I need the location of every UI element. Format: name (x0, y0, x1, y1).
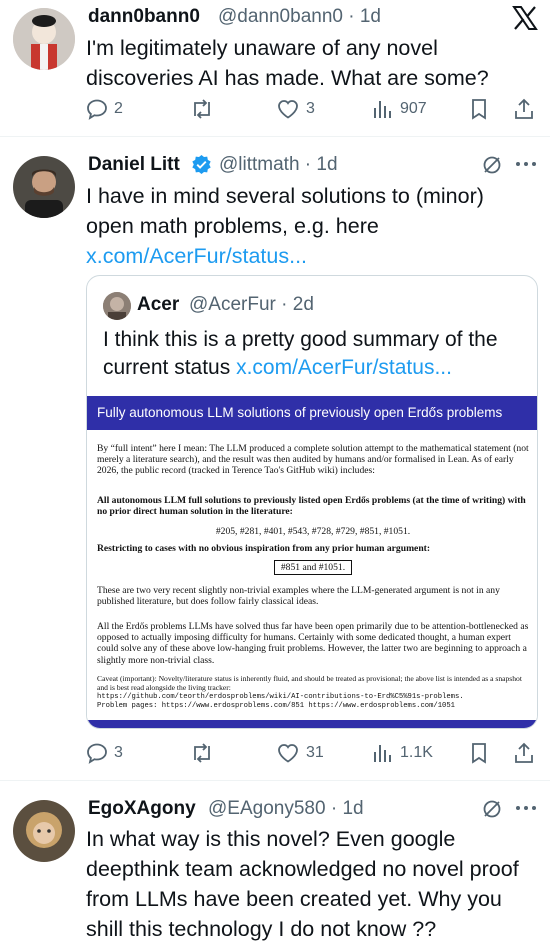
quote-author-handle[interactable]: @AcerFur · 2d (189, 294, 314, 315)
like-button[interactable] (276, 98, 315, 120)
more-icon[interactable] (515, 804, 537, 812)
quote-text (103, 326, 528, 382)
quote-image[interactable] (87, 396, 537, 728)
reply-count: 3 (114, 744, 123, 761)
slide-para-1: By “full intent” here I mean: The LLM produced a complete solution attempt to the mathematical statement (not merely a literature search), and the result was then audited by humans and/or formalised in Lean. As of early 2026, the public record (tracked in Terence Tao's GitHub wiki) includes: (97, 443, 529, 477)
reply-count: 2 (114, 100, 123, 117)
author-handle[interactable]: @EAgony580 · 1d (208, 798, 364, 819)
quote-avatar[interactable] (103, 292, 131, 320)
views-icon (372, 98, 394, 120)
bookmark-icon[interactable] (469, 742, 489, 764)
author-name[interactable]: Daniel Litt (88, 154, 180, 175)
tweet-text-content: I have in mind several solutions to (minor) open math problems, e.g. here (86, 184, 484, 238)
quote-link[interactable]: x.com/AcerFur/status... (236, 356, 452, 379)
timestamp[interactable]: 1d (342, 798, 364, 819)
tweet-text (86, 181, 526, 271)
slide-heading-1: All autonomous LLM full solutions to previously listed open Erdős problems (at the time of writing) with no prior direct human solution in the literature: (97, 495, 526, 518)
avatar[interactable] (13, 156, 75, 218)
heart-icon (276, 742, 300, 764)
views-button[interactable] (372, 98, 427, 120)
avatar[interactable] (13, 8, 75, 70)
views-icon (372, 742, 394, 764)
quote-text-content: I think this is a pretty good summary of the current status (103, 328, 498, 379)
reply-icon (86, 742, 108, 764)
grok-icon[interactable] (482, 799, 502, 819)
tweet-text: I'm legitimately unaware of any novel discoveries AI has made. What are some? (86, 36, 489, 90)
slide-url-2: Problem pages: https://www.erdosproblems.com/851 https://www.erdosproblems.com/1051 (97, 702, 455, 710)
tweet-text: In what way is this novel? Even google deepthink team acknowledged no novel proof from LLMs have been created yet. Why you shill this technology I do not know ?? (86, 827, 519, 941)
reply-button[interactable] (86, 742, 123, 764)
slide-para-2: These are two very recent slightly non-trivial examples where the LLM-generated argument is not in any published literature, but does follow fairly classical ideas. (97, 585, 500, 608)
quote-timestamp[interactable]: 2d (292, 294, 314, 315)
repost-button[interactable] (190, 742, 214, 764)
slide-url-1: https://github.com/teorth/erdosproblems/wiki/AI-contributions-to-Erd%C5%91s-problems. (97, 693, 464, 701)
reply-button[interactable] (86, 98, 123, 120)
avatar[interactable] (13, 800, 75, 862)
slide-list-2: #851 and #1051. (274, 560, 352, 575)
author-handle[interactable]: @littmath · 1d (219, 154, 338, 175)
views-count: 907 (400, 100, 427, 117)
divider (0, 780, 550, 781)
handle-text[interactable]: @EAgony580 (208, 798, 326, 819)
bookmark-icon[interactable] (469, 98, 489, 120)
verified-badge-icon (191, 154, 212, 175)
slide-caveat: Caveat (important): Novelty/literature status is inherently fluid, and should be treated as provisional; the above list is intended as a snapshot and is best read alongside the living tracker: (97, 674, 522, 692)
x-logo-icon[interactable] (512, 6, 538, 30)
quote-tweet-card[interactable] (86, 275, 538, 729)
repost-button[interactable] (190, 98, 214, 120)
tweet-link[interactable]: x.com/AcerFur/status... (86, 244, 308, 268)
slide-footer-bar (87, 720, 537, 728)
author-name[interactable]: dann0bann0 (88, 6, 200, 27)
slide-list-2-wrap (97, 560, 529, 575)
quote-author-name[interactable]: Acer (137, 294, 180, 315)
divider (0, 136, 550, 137)
slide-title: Fully autonomous LLM solutions of previously open Erdős problems (87, 396, 537, 430)
reply-icon (86, 98, 108, 120)
views-count: 1.1K (400, 744, 433, 761)
like-count: 31 (306, 744, 324, 761)
like-button[interactable] (276, 742, 324, 764)
repost-icon (190, 742, 214, 764)
like-count: 3 (306, 100, 315, 117)
slide-para-3: All the Erdős problems LLMs have solved thus far have been open primarily due to be attention-bottlenecked as opposed to actually imposing difficulty for humans. Certainly with some dedicated thought, a human expert could solve any of these above low-hanging fruit problems. However, the latter two are beginning to approach a slightly more non-trivial class. (97, 621, 529, 666)
more-icon[interactable] (515, 160, 537, 168)
author-name[interactable]: EgoXAgony (88, 798, 196, 819)
heart-icon (276, 98, 300, 120)
views-button[interactable] (372, 742, 433, 764)
grok-icon[interactable] (482, 155, 502, 175)
quote-handle-text[interactable]: @AcerFur (189, 294, 276, 315)
share-icon[interactable] (513, 97, 535, 121)
slide-heading-2: Restricting to cases with no obvious inspiration from any prior human argument: (97, 543, 431, 554)
slide-list-1: #205, #281, #401, #543, #728, #729, #851, #1051. (215, 526, 411, 537)
share-icon[interactable] (513, 741, 535, 765)
handle-text[interactable]: @dann0bann0 (218, 6, 343, 27)
timestamp[interactable]: 1d (359, 6, 381, 27)
handle-text[interactable]: @littmath (219, 154, 300, 175)
timestamp[interactable]: 1d (316, 154, 338, 175)
repost-icon (190, 98, 214, 120)
author-handle[interactable]: @dann0bann0 · 1d (218, 6, 381, 27)
